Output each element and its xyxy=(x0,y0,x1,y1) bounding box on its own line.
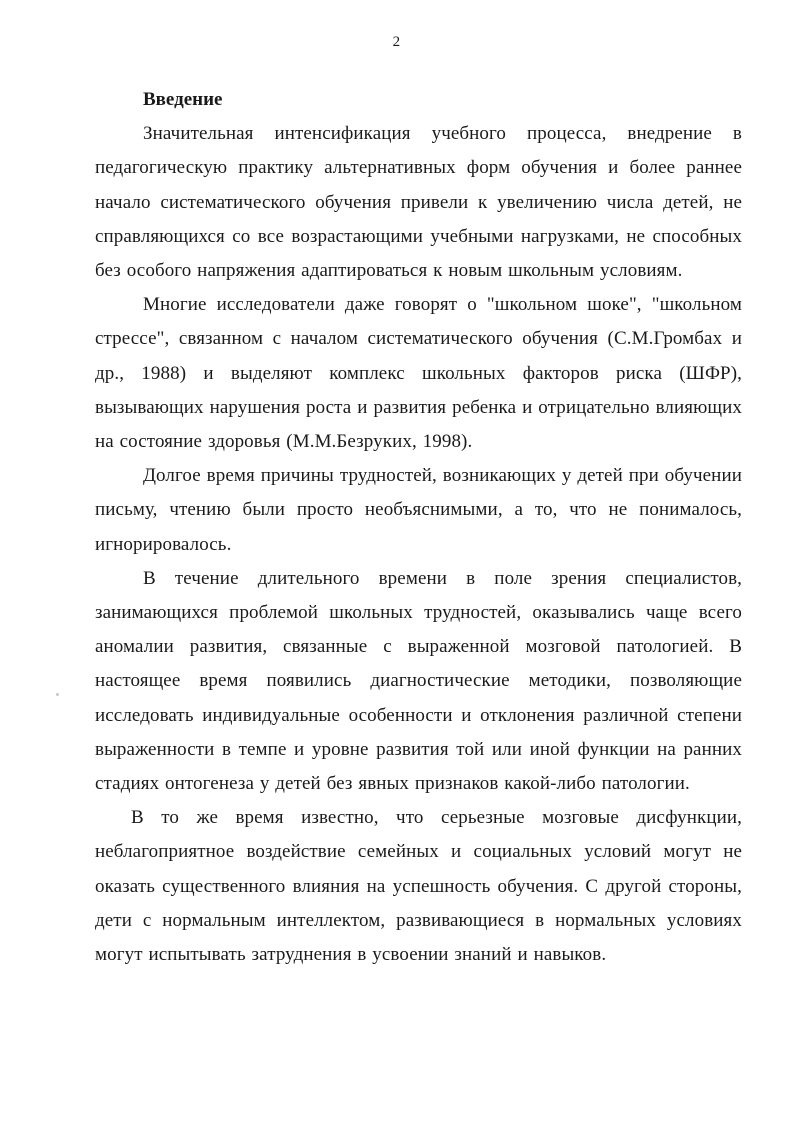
paragraph-1: Значительная интенсификация учебного процесса, внедрение в педагогическую практику альтернативных форм обучения и более раннее начало систематического обучения привели к увеличению числа детей, не справляющихся со все возрастающими учебными нагрузками, не способных без особого напряжения адаптироваться к новым школьным условиям. xyxy=(95,123,742,282)
section-heading: Введение xyxy=(143,89,223,110)
paragraph-3: Долгое время причины трудностей, возникающих у детей при обучении письму, чтению были просто необъяснимыми, а то, что не понималось, игнорировалось. xyxy=(95,465,742,555)
page-content xyxy=(95,83,742,972)
paragraph-2: Многие исследователи даже говорят о "школьном шоке", "школьном стрессе", связанном с началом систематического обучения (С.М.Громбах и др., 1988) и выделяют комплекс школьных факторов риска (ШФР), вызывающих нарушения роста и развития ребенка и отрицательно влияющих на состояние здоровья (М.М.Безруких, 1998). xyxy=(95,294,742,453)
scan-artifact-dot xyxy=(56,693,59,696)
paragraph-4: В течение длительного времени в поле зрения специалистов, занимающихся проблемой школьных трудностей, оказывались чаще всего аномалии развития, связанные с выраженной мозговой патологией. В настоящее время появились диагностические методики, позволяющие исследовать индивидуальные особенности и отклонения различной степени выраженности в темпе и уровне развития той или иной функции на ранних стадиях онтогенеза у детей без явных признаков какой-либо патологии. xyxy=(95,567,742,795)
paragraph-5: В то же время известно, что серьезные мозговые дисфункции, неблагоприятное воздействие семейных и социальных условий могут не оказать существенного влияния на успешность обучения. С другой стороны, дети с нормальным интеллектом, развивающиеся в нормальных условиях могут испытывать затруднения в усвоении знаний и навыков. xyxy=(95,807,742,966)
page-number: 2 xyxy=(392,34,401,50)
